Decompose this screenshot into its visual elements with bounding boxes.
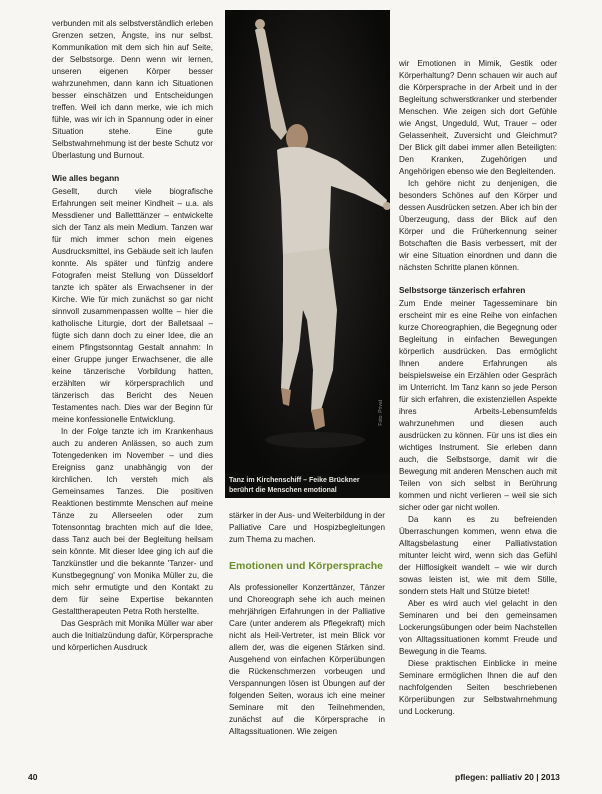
paragraph: Da kann es zu befreienden Überraschungen kommen, wenn etwa die Alltagsbelastung einer Palliativstation mitunter leicht wird, wenn sich das Gefühl der Hilflosigkeit wandelt – wie wir durch sowas leisten ist, wie mit dem Stille, sondern stets Halt und Stütze bietet! — [399, 515, 557, 596]
column-middle-top — [229, 510, 385, 738]
paragraph: wir Emotionen in Mimik, Gestik oder Körperhaltung? Denn schauen wir auch auf die Körpersprache in der Arbeit und in der Begleitung schwerstkranker und sterbender Menschen. Wie zeigen sich dort Gefühle wie Angst, Ungeduld, Wut, Trauer – oder Gelassenheit, Zuversicht und Gleichmut? Der Blick gilt dabei immer allen Beteiligten: Den Kranken, Zugehörigen und Angehörigen ebenso wie den Begleitenden. — [399, 59, 557, 176]
section-heading-beginning: Wie alles begann — [52, 173, 120, 183]
paragraph: In der Folge tanzte ich im Krankenhaus auch zu anderen Anlässen, so auch zum Totengedenken im November – und dies Ereigniss ganz unabhängig von der kirchlichen. Ich versteh mich als Gemeinsames Tanzes. Die positiven Reaktionen bestimmte Menschen auf meine Tänze zu Allerseelen oder zum Totensonntag brachten mich auf die Idee, dass Tanz auch bei der Begleitung heilsam sein könnte. Mit dieser Idee ging ich auf die Tanzkünstler und die bekannte 'Tanzer- und Kunstbegegnung' von Monika Müller zu, die mich sehr ermutigte und den Kontakt zu dem für seine Expertise bekannten Gestalttherapeuten Petra Roth herstellte. — [52, 427, 213, 616]
photo-caption: Tanz im Kirchenschiff – Feike Brückner berührt die Menschen emotional — [225, 474, 390, 498]
paragraph: Das Gespräch mit Monika Müller war aber auch die Initialzündung dafür, Körpersprache und körperlichen Ausdruck — [52, 619, 213, 652]
paragraph: stärker in der Aus- und Weiterbildung in der Palliative Care und Hospizbegleitungen zum Thema zu machen. — [229, 511, 385, 544]
column-right — [399, 58, 557, 718]
section-heading-selfcare: Selbstsorge tänzerisch erfahren — [399, 285, 526, 295]
page-number: 40 — [28, 772, 38, 782]
paragraph: Als professioneller Konzerttänzer, Tänzer und Choreograph sehe ich auch meinen mehrjährigen Erfahrungen in der Palliative Care (unter anderem als Pflegekraft) mich nicht als Heil-Vertreter, ist mein Blick vor allem der, was die eigenen Stärken sind. Ausgehend von einfachen Körperübungen die Rückenschmerzen vorbeugen und Verspannungen lösen ist Übungen auf der folgenden Seiten, woraus ich eine meiner Seminare mit den Teilnehmenden, zunächst auf die Körpersprache in Alltagssituationen. Wie zeigen — [229, 583, 385, 736]
photo-credit: Foto: Privat — [378, 400, 384, 426]
paragraph: Gesellt, durch viele biografische Erfahrungen seit meiner Kindheit – u.a. als Messdiener und Balletttänzer – entwickelte sich der Tanz als mein Medium. Tanzen war für mich immer schon mein eigenes Ausdrucksmittel, ins Gebäude seit ich laufen konnte. Als später und fünfzig andere Fotografen meist Stellung von Düsseldorf tanzte ich später als Erwachsener in der Kirche. Wie für mich zunächst so gar nicht sinnvoll zusammenpassen wollte – hier die katholische Liturgie, dort der Balletsaal – fügte sich dann doch zu einer Idee, die an einem Pfingstsonntag Gestalt annahm: In einer Gruppe junger Erwachsener, die alle keine tänzerische Vorbildung hatten, erzählten wir körpersprachlich und tänzerisch das Bericht des Neuen Testamentes nach. Dies war der Beginn für meine konfessionelle Entwicklung. — [52, 187, 213, 424]
paragraph: Ich gehöre nicht zu denjenigen, die besonders Schönes auf den Körper und dessen Ausdrücken setzen. Aber ich bin der Überzeugung, dass der Blick auf den Körper und die Früherkennung seiner Botschaften die Basis verbessert, mit der wir eine Situation einordnen und dann die nächsten Schritte planen können. — [399, 179, 557, 272]
column-left — [52, 18, 213, 654]
dancer-photo — [225, 10, 390, 474]
paragraph: Zum Ende meiner Tagesseminare bin erscheint mir es eine Reihe von einfachen kurze Choreographien, die Begegnung oder Begleitung in einfachen Bewegungen körperlich ausdrücken. Das ermöglicht Ihnen andere Erfahrungen als beispielsweise ein Erzählen oder Gespräch im Unterricht. Im Tanz kann so jede Person für sich erfahren, die existenziellen Aspekte ihres Arbeits-Lebensumfelds wahrzunehmen und diesen auch ausdrücken zu können. Für uns ist dies ein wichtiges Instrument. Sie erleben dann auch, die Selbstsorge, damit wir die Bewegung mit anderen Menschen auch mit Teilen von sich selbst in Berührung kommen und nicht verlieren – weil sie sich sicher oder gar nicht wollen. — [399, 299, 557, 512]
paragraph: Aber es wird auch viel gelacht in den Seminaren und bei den gemeinsamen Lockerungsübungen oder beim Nachstellen von Alltagssituationen kommt Freude und Bewegung in die Teams. — [399, 599, 557, 656]
section-heading-emotions: Emotionen und Körpersprache — [229, 560, 384, 572]
paragraph: Diese praktischen Einblicke in meine Seminare ermöglichen Ihnen die auf den nachfolgenden Seiten beschriebenen Körperübungen zur Selbstwahrnehmung und Lockerung. — [399, 659, 557, 716]
dancer-figure-image — [225, 10, 390, 474]
journal-footer: pflegen: palliativ 20 | 2013 — [455, 772, 560, 782]
intro-paragraph: verbunden mit als selbstverständlich erleben Grenzen setzen, Ängste, ins nur selbst. Kommunikation mit dem sich hin auf Seite, der Selbstsorge. Denn wenn wir lernen, unseren eigenen Körper besser wahrzunehmen, dann kann ich Situationen besser einschätzen und Entscheidungen treffen. Weil ich dann merke, wie ich mich fühle, was wir ich in Spannung oder in einer Situation stehe. Eine gute Selbstwahrnehmung ist der beste Schutz vor Überlastung und Burnout. — [52, 19, 213, 160]
